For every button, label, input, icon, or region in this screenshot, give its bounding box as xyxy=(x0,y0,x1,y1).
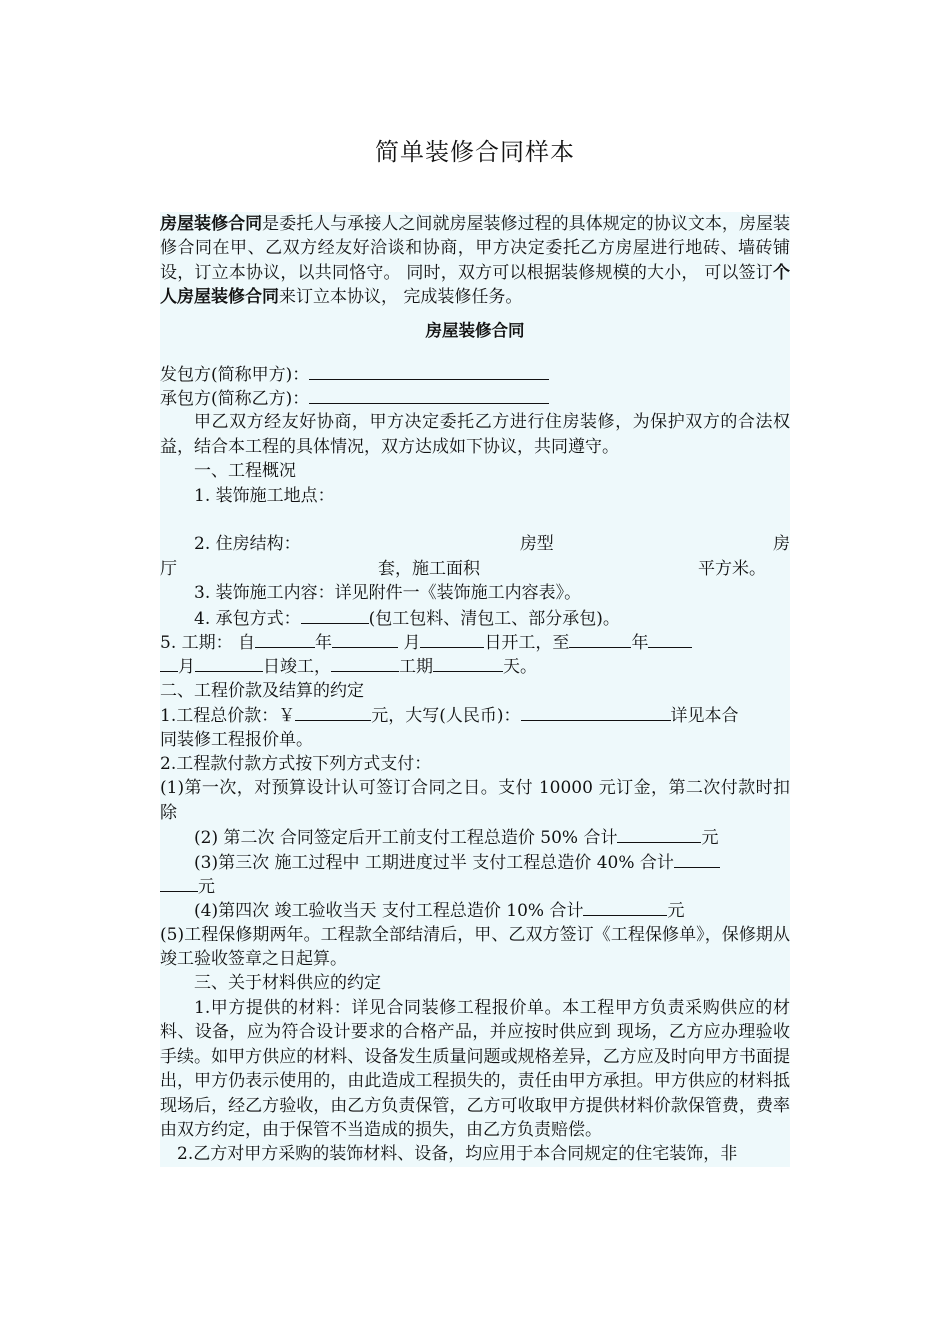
days-label: 天。 xyxy=(503,657,537,678)
item-2-line-2 xyxy=(160,557,790,581)
item-3-content: 3. 装饰施工内容：详见附件一《装饰施工内容表》。 xyxy=(194,583,582,604)
party-b-line xyxy=(160,386,790,410)
payment-3-cont xyxy=(160,874,790,898)
intro-text-2: 来订立本协议， 完成装修任务。 xyxy=(279,287,523,308)
payment-4-text: (4)第四次 竣工验收当天 支付工程总造价 10% 合计 xyxy=(194,901,584,922)
payment-5: (5)工程保修期两年。工程款全部结清后，甲、乙双方签订《工程保修单》，保修期从竣工验收签章之日起算。 xyxy=(160,924,790,970)
blank xyxy=(160,654,178,672)
item-2-room: 房 xyxy=(773,534,790,555)
document-title: 简单装修合同样本 xyxy=(375,138,575,166)
payment-4 xyxy=(160,898,790,922)
document-body xyxy=(160,212,790,1167)
blank xyxy=(433,654,503,672)
item-2-unit: 平方米。 xyxy=(698,558,766,579)
month-label: 月 xyxy=(403,632,421,653)
party-a-label: 发包方(简称甲方)： xyxy=(160,364,310,385)
item-2-line-1 xyxy=(160,532,790,556)
item-5-label: 5. 工期： 自 xyxy=(160,632,256,653)
intro-bold-term: 房屋装修合同 xyxy=(160,214,263,234)
yuan-label: 元 xyxy=(701,828,719,849)
price-line-1 xyxy=(160,703,790,727)
price-line-2: 同装修工程报价单。 xyxy=(160,729,313,750)
item-2-hall: 厅 xyxy=(160,558,177,579)
preamble-paragraph: 甲乙双方经友好协商，甲方决定委托乙方进行住房装修，为保护双方的合法权益，结合本工程的具体情况，双方达成如下协议，共同遵守。 xyxy=(160,412,790,457)
material-2: 2.乙方对甲方采购的装饰材料、设备，均应用于本合同规定的住宅装饰，非 xyxy=(177,1144,738,1165)
party-b-label: 承包方(简称乙方)： xyxy=(160,389,310,410)
blank xyxy=(674,850,720,868)
year-label: 年 xyxy=(315,632,333,653)
intro-bold-term-2: 个人房屋装修合同 xyxy=(160,262,790,308)
payment-3 xyxy=(160,850,790,874)
section-2-heading: 二、工程价款及结算的约定 xyxy=(160,680,364,701)
payment-3-text: (3)第三次 施工过程中 工期进度过半 支付工程总造价 40% 合计 xyxy=(194,852,674,873)
item-4-label: 4. 承包方式： xyxy=(194,608,301,629)
blank xyxy=(617,825,701,843)
item-5-line-1 xyxy=(160,630,790,654)
payment-intro: 2.工程款付款方式按下列方式支付： xyxy=(160,753,432,774)
blank xyxy=(195,654,263,672)
yuan-label: 元 xyxy=(667,901,685,922)
blank xyxy=(332,630,398,648)
blank xyxy=(160,874,198,892)
price-blank xyxy=(295,703,371,721)
item-4-method xyxy=(160,606,790,630)
price-capital-blank xyxy=(521,703,671,721)
item-5-line-2 xyxy=(160,654,790,678)
item-4-options: (包工包料、清包工、部分承包)。 xyxy=(368,608,620,629)
month-label: 月 xyxy=(178,657,195,678)
party-b-blank xyxy=(309,386,549,404)
blank-line xyxy=(160,508,790,532)
payment-2 xyxy=(160,825,790,849)
blank xyxy=(331,654,399,672)
intro-paragraph xyxy=(160,212,790,318)
item-2-set-area: 套，施工面积 xyxy=(378,558,480,579)
party-a-line xyxy=(160,362,790,386)
price-note: 详见本合 xyxy=(670,706,739,727)
blank xyxy=(648,630,692,648)
price-label: 1.工程总价款：￥ xyxy=(160,706,296,727)
section-3-heading: 三、关于材料供应的约定 xyxy=(194,973,381,994)
item-2-label: 2. 住房结构： xyxy=(194,534,301,555)
item-2-house-type: 房型 xyxy=(519,534,554,555)
contract-title: 房屋装修合同 xyxy=(425,320,525,340)
end-label: 日竣工， xyxy=(263,657,331,678)
party-a-blank xyxy=(309,362,549,380)
payment-1: (1)第一次，对预算设计认可签订合同之日。支付 10000 元订金，第二次付款时扣除 xyxy=(160,778,790,823)
payment-2-text: (2) 第二次 合同签定后开工前支付工程总造价 50% 合计 xyxy=(194,828,618,849)
blank xyxy=(420,630,484,648)
blank xyxy=(569,630,631,648)
year-label: 年 xyxy=(631,632,649,653)
item-1-location: 1. 装饰施工地点： xyxy=(194,485,335,506)
yuan-label: 元 xyxy=(198,876,215,897)
start-label: 日开工，至 xyxy=(484,632,570,653)
period-label: 工期 xyxy=(399,657,433,678)
section-1-heading: 一、工程概况 xyxy=(194,461,296,482)
item-4-blank xyxy=(301,606,369,624)
blank xyxy=(255,630,315,648)
price-capital-label: 元，大写(人民币)： xyxy=(371,706,521,727)
material-1: 1.甲方提供的材料：详见合同装修工程报价单。本工程甲方负责采购供应的材料、设备，应为符合设计要求的合格产品，并应按时供应到 现场，乙方应办理验收手续。如甲方供应的材料、设备发生质量问题或规格差异，乙方应及时向甲方书面提出，甲方仍表示使用的，由此造成工程损失的，责任由甲方承担。甲方供应的材料抵现场后，经乙方验收，由乙方负责保管，乙方可收取甲方提供材料价款保管费，费率由双方约定，由于保管不当造成的损失，由乙方负责赔偿。 xyxy=(160,997,790,1140)
intro-text: 是委托人与承接人之间就房屋装修过程的具体规定的协议文本，房屋装修合同在甲、乙双方经友好洽谈和协商，甲方决定委托乙方房屋进行地砖、墙砖铺设，订立本协议，以共同恪守。 同时，双方可以根据装修规模的大小， 可以签订 xyxy=(160,214,791,283)
blank xyxy=(583,898,667,916)
